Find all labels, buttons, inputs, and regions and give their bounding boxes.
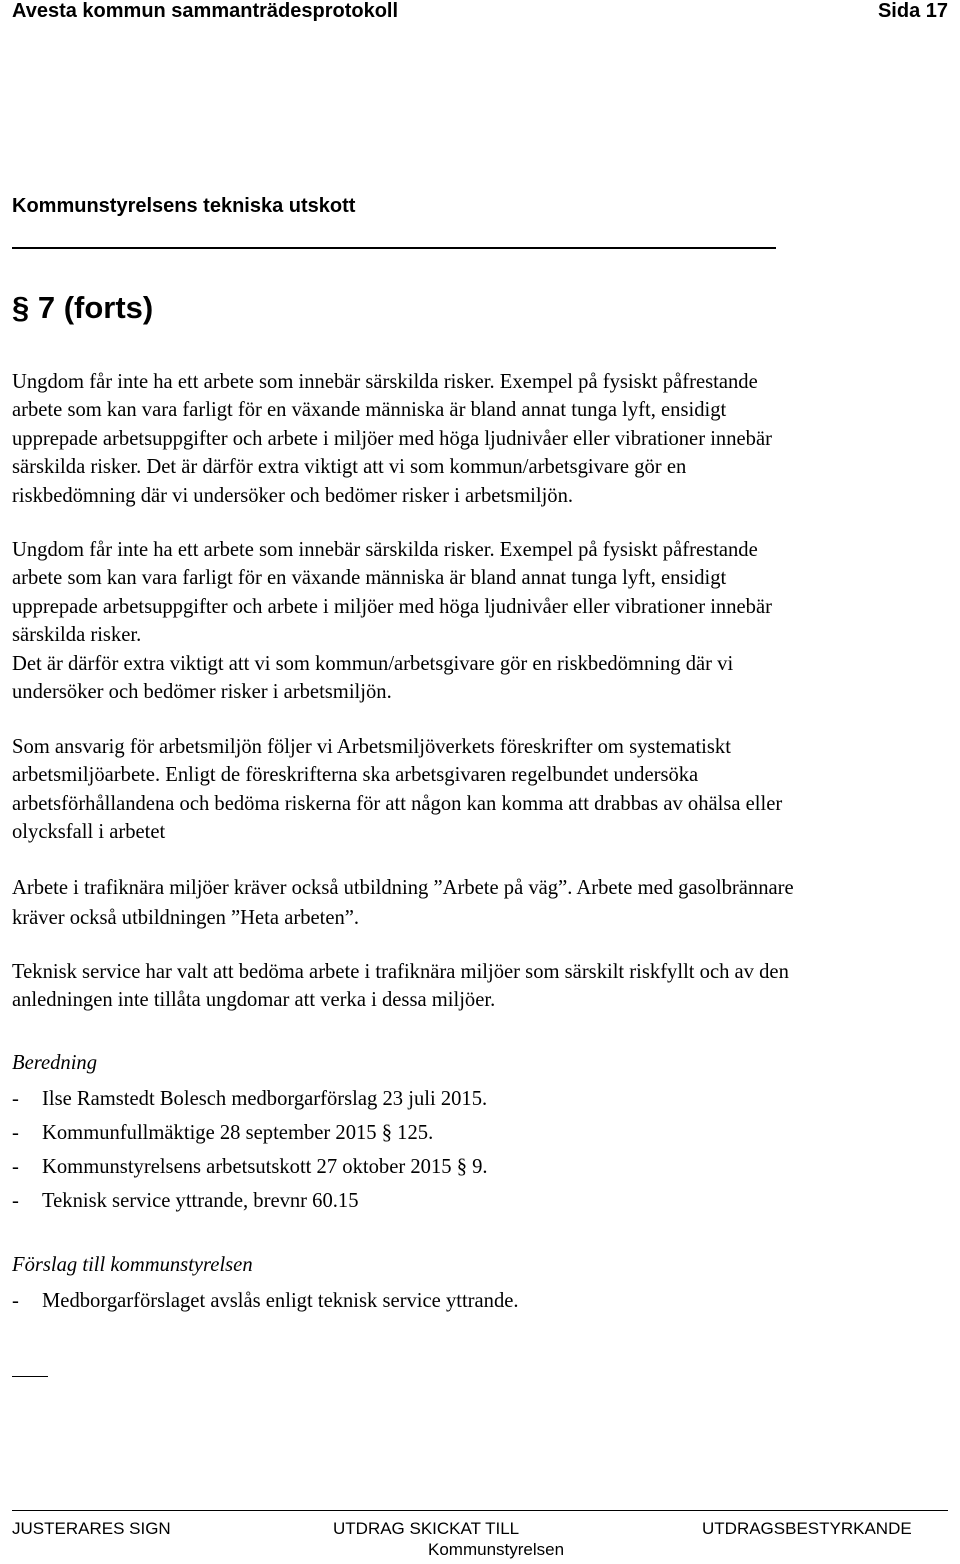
beredning-label: Beredning (12, 1052, 98, 1074)
paragraph-line: särskilda risker. (12, 624, 142, 647)
beredning-item-text: Kommunstyrelsens arbetsutskott 27 oktober 2015 § 9. (42, 1156, 488, 1178)
paragraph-line: riskbedömning där vi undersöker och bedömer risker i arbetsmiljön. (12, 484, 574, 507)
paragraph-line: Arbete i trafiknära miljöer kräver också utbildning ”Arbete på väg”. Arbete med gasolbrännare (12, 877, 794, 899)
paragraph-line: arbetsmiljöarbete. Enligt de föreskrifterna ska arbetsgivaren regelbundet undersöka (12, 764, 699, 787)
document-header-title: Avesta kommun sammanträdesprotokoll (12, 0, 399, 22)
committee-name: Kommunstyrelsens tekniska utskott (12, 195, 356, 217)
paragraph-line: arbete som kan vara farligt för en växande människa är bland annat tunga lyft, ensidigt (12, 567, 727, 590)
paragraph-2 (12, 536, 932, 706)
paragraph-3 (12, 733, 932, 847)
committee-underline (12, 247, 776, 249)
footer-justerares-sign: JUSTERARES SIGN (12, 1519, 171, 1538)
paragraph-line: olycksfall i arbetet (12, 821, 166, 844)
beredning-item (12, 1088, 487, 1111)
paragraph-line: upprepade arbetsuppgifter och arbete i miljöer med höga ljudnivåer eller vibrationer innebär (12, 595, 772, 618)
footer-utdragsbestyrkande: UTDRAGSBESTYRKANDE (702, 1519, 912, 1538)
paragraph-line: undersöker och bedömer risker i arbetsmiljön. (12, 681, 392, 704)
paragraph-line: kräver också utbildningen ”Heta arbeten”. (12, 907, 360, 929)
list-dash: - (12, 1156, 19, 1178)
section-title: § 7 (forts) (12, 290, 154, 325)
paragraph-1 (12, 368, 932, 510)
list-dash: - (12, 1122, 19, 1144)
list-dash: - (12, 1190, 19, 1212)
paragraph-4 (12, 873, 932, 933)
footer-utdrag-recipient: Kommunstyrelsen (428, 1540, 565, 1559)
paragraph-line: arbete som kan vara farligt för en växande människa är bland annat tunga lyft, ensidigt (12, 399, 727, 422)
beredning-item-text: Teknisk service yttrande, brevnr 60.15 (42, 1190, 359, 1212)
paragraph-line: Som ansvarig för arbetsmiljön följer vi Arbetsmiljöverkets föreskrifter om systematiskt (12, 736, 731, 758)
footer-rule (12, 1510, 948, 1511)
paragraph-line: upprepade arbetsuppgifter och arbete i miljöer med höga ljudnivåer eller vibrationer innebär (12, 427, 772, 450)
page-number: Sida 17 (877, 0, 948, 22)
paragraph-line: anledningen inte tillåta ungdomar att verka i dessa miljöer. (12, 989, 496, 1012)
beredning-item (12, 1156, 488, 1179)
paragraph-line: särskilda risker. Det är därför extra viktigt att vi som kommun/arbetsgivare gör en (12, 456, 687, 479)
paragraph-line: Ungdom får inte ha ett arbete som innebär särskilda risker. Exempel på fysiskt påfrestande (12, 371, 758, 393)
paragraph-5 (12, 958, 932, 1015)
end-rule (12, 1376, 48, 1377)
forslag-item (12, 1290, 519, 1313)
paragraph-line: Ungdom får inte ha ett arbete som innebär särskilda risker. Exempel på fysiskt påfrestande (12, 539, 758, 561)
beredning-item (12, 1122, 433, 1145)
paragraph-line: Det är därför extra viktigt att vi som kommun/arbetsgivare gör en riskbedömning där vi (12, 652, 734, 675)
footer-utdrag-skickat-till: UTDRAG SKICKAT TILL (333, 1519, 520, 1538)
list-dash: - (12, 1088, 19, 1110)
beredning-item-text: Ilse Ramstedt Bolesch medborgarförslag 23 juli 2015. (42, 1088, 488, 1110)
beredning-item (12, 1190, 359, 1213)
forslag-label: Förslag till kommunstyrelsen (12, 1254, 253, 1276)
paragraph-line: Teknisk service har valt att bedöma arbete i trafiknära miljöer som särskilt riskfyllt och av den (12, 961, 789, 983)
paragraph-line: arbetsförhållandena och bedöma riskerna för att någon kan komma att drabbas av ohälsa eller (12, 792, 783, 815)
forslag-item-text: Medborgarförslaget avslås enligt teknisk service yttrande. (42, 1290, 519, 1312)
beredning-item-text: Kommunfullmäktige 28 september 2015 § 125. (42, 1122, 434, 1144)
list-dash: - (12, 1290, 19, 1312)
